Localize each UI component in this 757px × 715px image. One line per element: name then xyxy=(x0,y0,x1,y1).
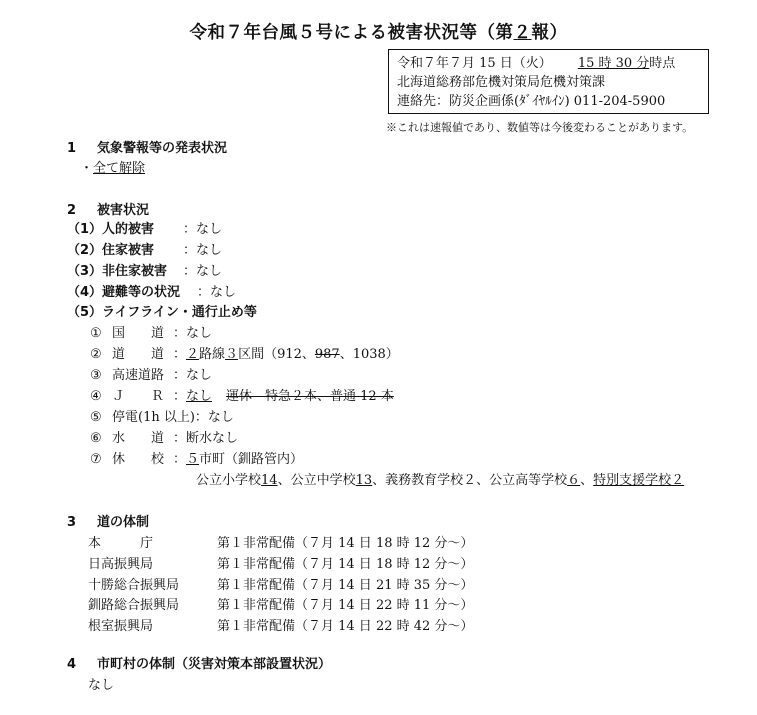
damage-human: （1）人的被害 ：なし xyxy=(67,222,223,237)
item-prefectural-road: ② 道 道 ：２路線３区間（912、987、1038） xyxy=(90,347,399,362)
lifeline-heading: （5）ライフライン・通行止め等 xyxy=(67,305,257,320)
disclaimer-note: ※これは速報値であり、数値等は今後変わることがあります。 xyxy=(386,121,694,134)
document-title: 令和７年台風５号による被害状況等（第２報） xyxy=(189,23,568,43)
info-box xyxy=(388,49,709,114)
report-time: 15 時 30 分 xyxy=(577,56,650,71)
item-jr: ④ Ｊ Ｒ ：なし 運休 特急２本、普通 12 本 xyxy=(90,389,394,404)
section-1-heading: 1 気象警報等の発表状況 xyxy=(67,141,228,156)
item-water: ⑥ 水 道 ：断水なし xyxy=(90,431,239,446)
item-expressway: ③ 高速道路 ：なし xyxy=(90,368,213,383)
section-3-heading: 3 道の体制 xyxy=(67,515,150,530)
section-2-heading: 2 被害状況 xyxy=(67,203,150,218)
department: 北海道総務部危機対策局危機対策課 xyxy=(397,75,606,90)
section-4-heading: 4 市町村の体制（災害対策本部設置状況） xyxy=(67,657,332,672)
item-school-closure: ⑦ 休 校 ：５市町（釧路管内） xyxy=(90,452,304,467)
jr-cancelled-strikethrough: 運休 特急２本、普通 12 本 xyxy=(226,389,394,404)
municipal-status: なし xyxy=(88,678,115,693)
report-datetime: 令和７年７月 15 日（火） 15 時 30 分時点 xyxy=(397,56,676,71)
school-breakdown: 公立小学校14、公立中学校13、義務教育学校２、公立高等学校６、特別支援学校２ xyxy=(196,473,685,488)
item-national-road: ① 国 道 ：なし xyxy=(90,326,213,341)
alert-row: 十勝総合振興局 第１非常配備（７月 14 日 21 時 35 分～） xyxy=(88,578,474,593)
warning-status: ・全て解除 xyxy=(80,161,146,176)
contact: 連絡先：防災企画係(ﾀﾞｲﾔﾙｲﾝ) 011-204-5900 xyxy=(397,94,666,109)
alert-row: 日高振興局 第１非常配備（７月 14 日 18 時 12 分～） xyxy=(88,557,474,572)
damage-houses: （2）住家被害 ：なし xyxy=(67,243,223,258)
alert-row: 根室振興局 第１非常配備（７月 14 日 22 時 42 分～） xyxy=(88,619,474,634)
item-power-outage: ⑤ 停電(1h 以上)：なし xyxy=(90,410,234,425)
alert-row: 釧路総合振興局 第１非常配備（７月 14 日 22 時 11 分～） xyxy=(88,598,474,613)
evacuation-status: （4）避難等の状況 ：なし xyxy=(67,285,237,300)
report-number: ２ xyxy=(513,23,532,43)
damage-non-houses: （3）非住家被害 ：なし xyxy=(67,264,223,279)
alert-row: 本 庁 第１非常配備（７月 14 日 18 時 12 分～） xyxy=(88,536,474,551)
